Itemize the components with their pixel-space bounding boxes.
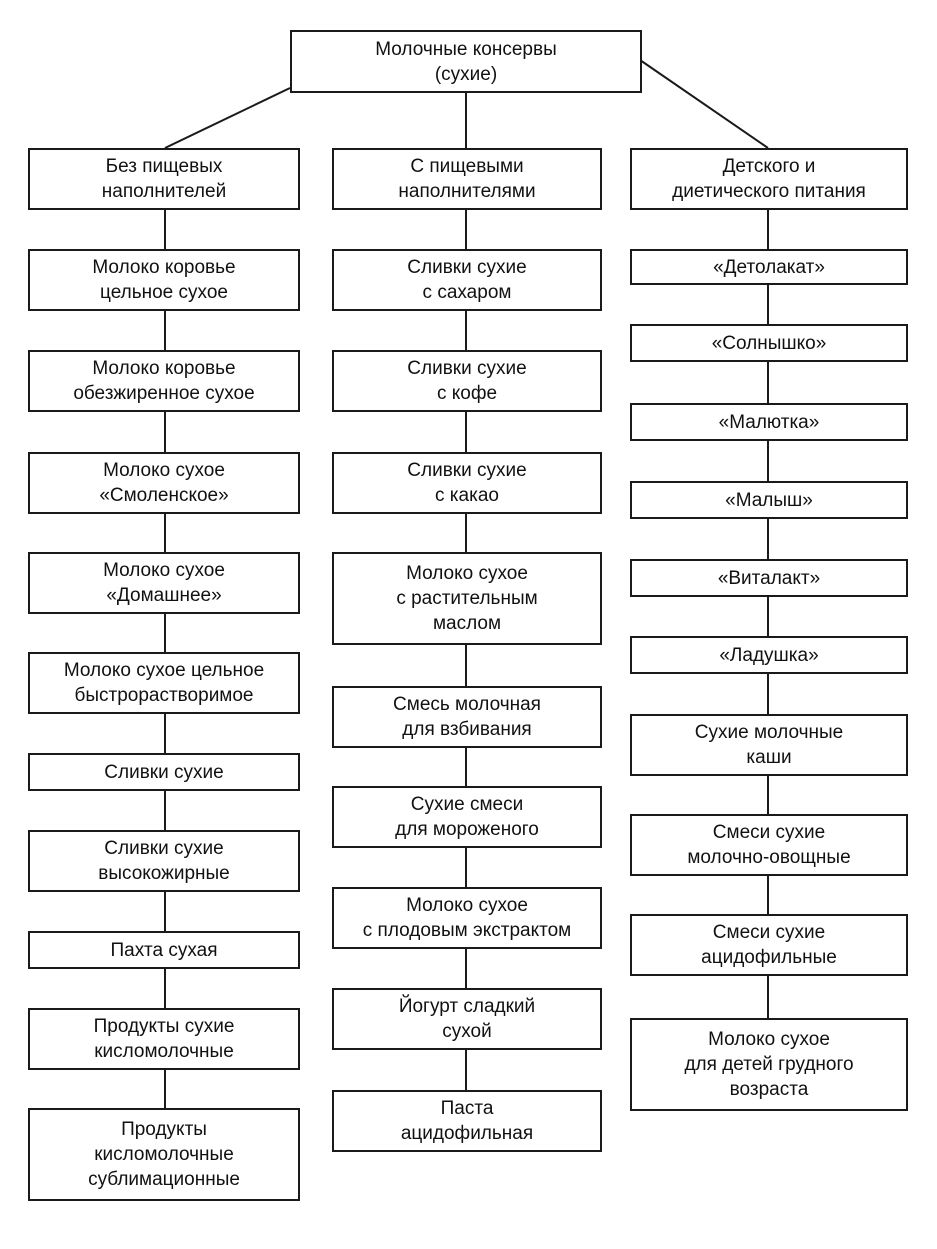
product-box [28,652,300,714]
product-box [332,686,602,748]
product-line: обезжиренное сухое [73,383,255,404]
product-box [630,814,908,876]
product-box [332,249,602,311]
product-line: Пахта сухая [110,939,218,961]
product-line: Паста [440,1098,494,1119]
product-box [28,753,300,791]
product-line: Молоко коровье [92,257,236,278]
product-line: кисломолочные [94,1144,234,1165]
product-line: ацидофильные [701,947,837,968]
product-box [28,1008,300,1070]
product-box [28,552,300,614]
product-line: Молоко сухое [103,460,225,481]
product-line: Продукты сухие [93,1016,235,1037]
product-line: для детей грудного [684,1054,854,1075]
product-line: каши [746,747,792,768]
product-line: Йогурт сладкий [398,996,536,1017]
header-line: С пищевыми [410,156,524,177]
product-box [630,636,908,674]
product-line: цельное сухое [100,282,228,303]
product-box [630,324,908,362]
product-box [630,249,908,285]
product-line: с кофе [436,383,498,404]
product-box [630,914,908,976]
product-line: Смеси сухие [712,822,826,843]
product-line: Молоко коровье [92,358,236,379]
root-subtitle: (сухие) [434,63,498,85]
product-box [332,552,602,645]
header-line: диетического питания [672,181,866,202]
product-box [28,249,300,311]
product-line: «Малыш» [725,489,813,511]
product-box [630,403,908,441]
product-line: Сливки сухие [407,358,527,379]
product-line: с растительным [396,588,538,609]
product-line: для взбивания [402,719,532,740]
category-no-fillers [28,148,300,210]
product-line: молочно-овощные [687,847,851,868]
product-line: быстрорастворимое [74,685,254,706]
product-box [332,1090,602,1152]
product-line: с какао [435,485,499,506]
product-box [332,887,602,949]
product-box [630,1018,908,1111]
root-to-right-connector [640,60,768,148]
product-line: Молоко сухое [406,895,528,916]
root-node [290,30,642,93]
root-title: Молочные консервы [375,38,557,60]
product-line: сухой [442,1021,492,1042]
product-box [630,481,908,519]
product-box [332,786,602,848]
product-line: Сливки сухие [407,460,527,481]
product-line: Молоко сухое цельное [63,660,265,681]
category-baby-diet [630,148,908,210]
product-box [28,931,300,969]
product-line: кисломолочные [94,1041,234,1062]
product-line: сублимационные [88,1169,240,1190]
product-line: Молоко сухое [103,560,225,581]
product-line: Смесь молочная [393,694,541,715]
product-line: «Ладушка» [719,644,819,666]
product-line: «Солнышко» [711,332,827,354]
product-line: Сливки сухие [104,838,224,859]
header-line: наполнителями [398,181,536,202]
product-line: Сухие молочные [694,722,844,743]
product-line: высокожирные [98,863,230,884]
product-line: Молоко сухое [708,1029,830,1050]
product-line: с плодовым экстрактом [362,920,572,941]
header-line: наполнителей [101,181,227,202]
product-line: Молоко сухое [406,563,528,584]
product-line: с сахаром [422,282,512,303]
product-line: Смеси сухие [712,922,826,943]
product-box [630,714,908,776]
header-line: Детского и [722,156,816,177]
product-box [332,350,602,412]
product-line: «Виталакт» [717,567,821,589]
product-box [28,350,300,412]
product-line: ацидофильная [400,1123,534,1144]
product-line: Продукты [121,1119,207,1140]
product-line: «Смоленское» [99,485,229,506]
product-line: для мороженого [395,819,539,840]
root-to-left-connector [165,88,290,148]
product-box [28,452,300,514]
header-line: Без пищевых [105,156,223,177]
product-line: Сливки сухие [104,761,224,783]
product-box [332,988,602,1050]
product-line: «Детолакат» [713,256,825,278]
product-box [332,452,602,514]
product-line: Сливки сухие [407,257,527,278]
product-box [28,830,300,892]
category-with-fillers [332,148,602,210]
product-line: «Малютка» [718,411,820,433]
product-line: возраста [729,1079,809,1100]
product-line: маслом [432,613,502,634]
product-box [630,559,908,597]
product-box [28,1108,300,1201]
product-line: Сухие смеси [410,794,524,815]
product-line: «Домашнее» [106,585,222,606]
